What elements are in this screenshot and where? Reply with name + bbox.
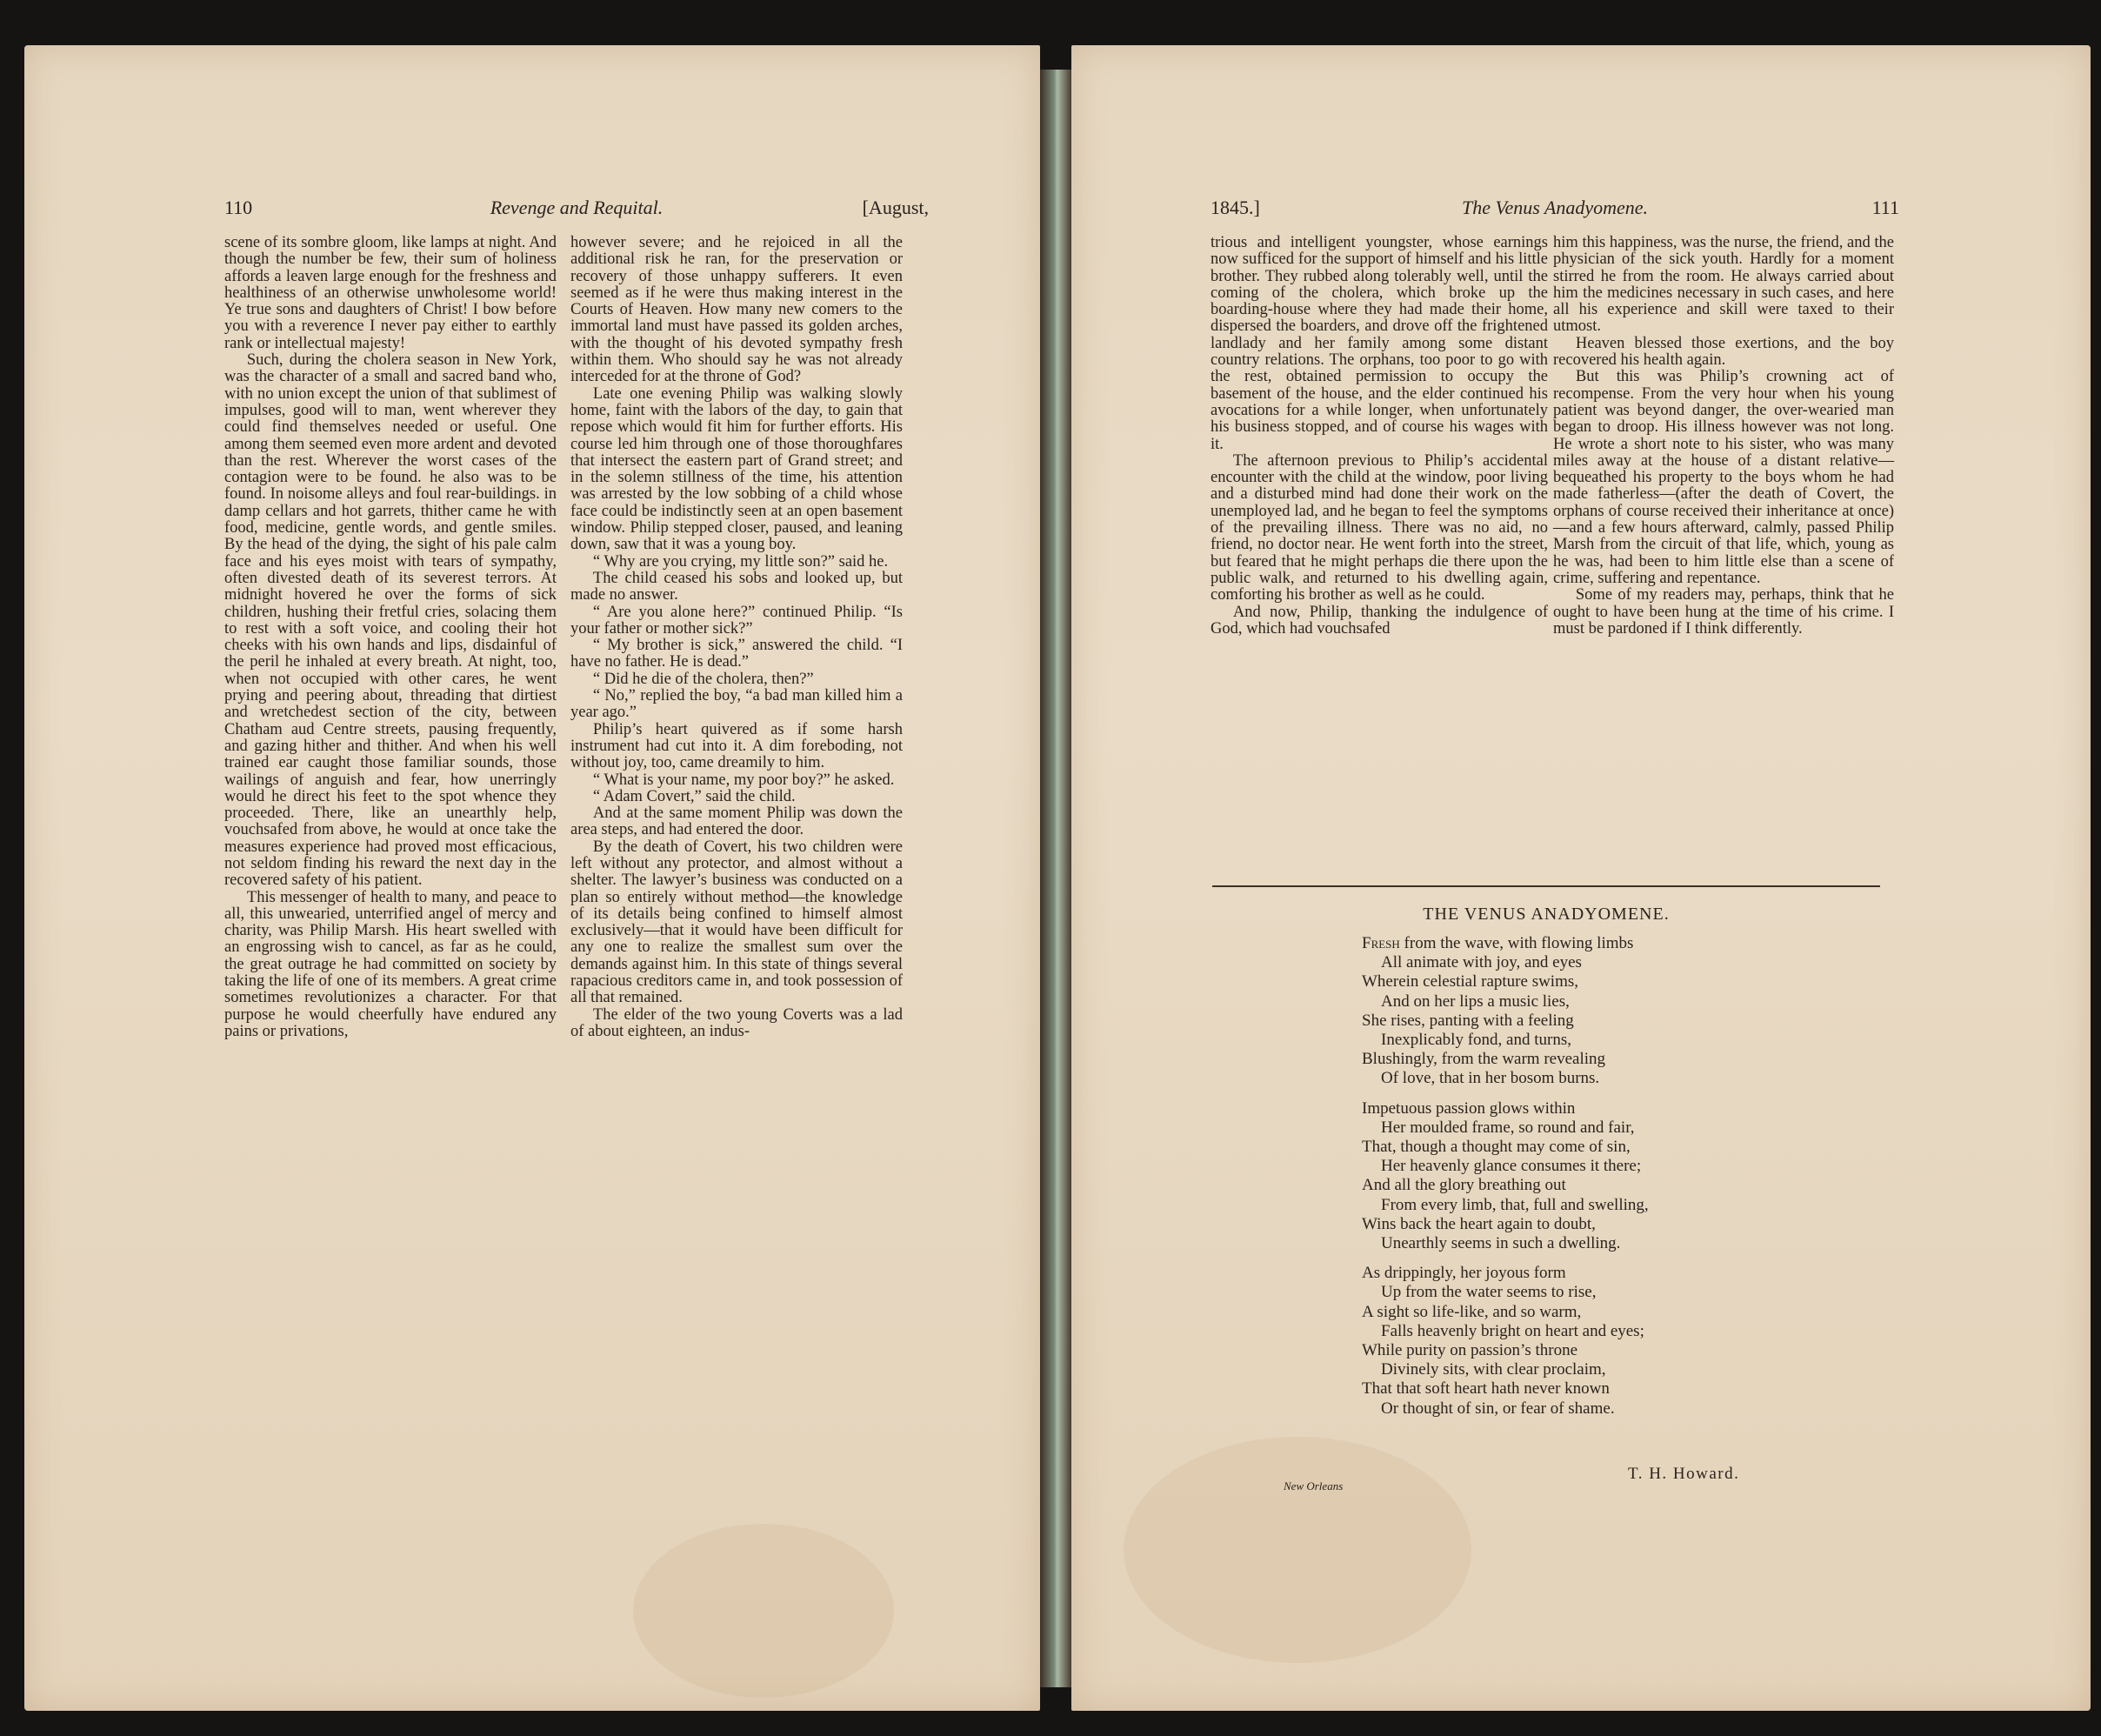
poem-line-text: A sight so life-like, and so warm, bbox=[1362, 1302, 1582, 1321]
paragraph: “ No,” replied the boy, “a bad man killed him a year ago.” bbox=[570, 687, 903, 722]
poem-line bbox=[1362, 1050, 1649, 1069]
poem-line bbox=[1362, 953, 1649, 972]
poem-line-text: Her moulded frame, so round and fair, bbox=[1381, 1118, 1635, 1137]
poem-line bbox=[1362, 1176, 1649, 1195]
poem-line bbox=[1362, 1303, 1649, 1322]
running-title: The Venus Anadyomene. bbox=[1461, 197, 1649, 218]
poem-line bbox=[1362, 992, 1649, 1012]
poem-line-text: That that soft heart hath never known bbox=[1362, 1379, 1610, 1399]
section-divider bbox=[1212, 885, 1880, 887]
poem-line bbox=[1362, 1012, 1649, 1031]
paragraph: “ Did he die of the cholera, then?” bbox=[592, 670, 814, 688]
right-page-column-2 bbox=[1553, 235, 1894, 638]
poem-line-text: Her heavenly glance consumes it there; bbox=[1381, 1157, 1642, 1176]
poem-line-text: All animate with joy, and eyes bbox=[1381, 953, 1582, 972]
poem-line bbox=[1362, 1360, 1649, 1379]
poem-line bbox=[1362, 1118, 1649, 1138]
paragraph: The elder of the two young Coverts was a lad of about eighteen, an indus- bbox=[570, 1005, 903, 1040]
poem-line-text: Unearthly seems in such a dwelling. bbox=[1381, 1234, 1621, 1253]
paragraph: By the death of Covert, his two children were left without any protector, and almost without a shelter. The lawyer’s business was conducted on a plan so entirely without method—the knowledge of its details being confined to himself almost exclusively—that it would have been difficult for any one to realize the smallest sum over the demands against him. In this state of things several rapacious creditors came in, and took possession of all that remained. bbox=[570, 838, 903, 1007]
poem-line bbox=[1362, 934, 1649, 953]
poem-body bbox=[1362, 934, 1649, 1429]
poem-stanza bbox=[1362, 1099, 1649, 1254]
poem-line-text: That, though a thought may come of sin, bbox=[1362, 1138, 1631, 1157]
paragraph: This messenger of health to many, and peace to all, this unwearied, unterrified angel of mercy and charity, was Philip Marsh. His heart swelled with an engrossing wish to cancel, as far as he could, the great outrage he had committed on society by taking the life of one of its members. A great crime sometimes revolutionizes a character. For that purpose he would cheerfully have endured any pains or privations, bbox=[224, 888, 557, 1040]
paragraph: The afternoon previous to Philip’s accidental encounter with the child at the window, poor living and a disturbed mind had done their work on the unemployed lad, and he began to feel the symptoms of the prevailing illness. There was no aid, no friend, no doctor near. He went forth into the street, but feared that he might perhaps die there upon the public walk, and returned to his dwelling again, comforting his brother as well as he could. bbox=[1211, 451, 1548, 604]
paper-stain bbox=[1124, 1437, 1471, 1663]
poem-line bbox=[1362, 1234, 1649, 1253]
poem-line-text: And on her lips a music lies, bbox=[1381, 992, 1570, 1011]
poem-line-text: Falls heavenly bright on heart and eyes; bbox=[1381, 1321, 1644, 1340]
poem-stanza bbox=[1362, 934, 1649, 1089]
poem-line bbox=[1362, 1264, 1649, 1283]
poem-author: T. H. Howard. bbox=[1628, 1465, 1740, 1483]
paragraph: Such, during the cholera season in New York, was the character of a small and sacred band who, with no union except the union of that sublimest of impulses, good will to man, went wherever they could find themselves needed or useful. One among them seemed even more ardent and devoted than the rest. Wherever the worst cases of the contagion were to be found. he also was to be found. In noisome alleys and foul rear-buildings. in damp cellars and hot garrets, thither came he with food, medicine, gentle words, and gentle smiles. By the head of the dying, the sight of his pale calm face and his eyes moist with tears of sympathy, often divested death of its severest terrors. At midnight hovered he over the forms of sick children, hushing their fretful cries, solacing them to rest with a soft voice, and cooling their hot cheeks with his own hands and lips, disdainful of the peril he inhaled at every breath. At night, too, when not occupied with other cares, he went prying and peering about, threading that dirtiest and wretchedest section of the city, between Chatham aud Centre streets, pausing frequently, and gazing hither and thither. And when his well trained ear caught those familiar sounds, those wailings of anguish and fear, how unerringly would he direct his feet to the spot whence they proceeded. There, like an unearthly help, vouchsafed from above, he would at once take the measures experience had proved most efficacious, not seldom finding his reward the next day in the recovered safety of his patient. bbox=[224, 351, 557, 890]
paragraph: “ Why are you crying, my little son?” said he. bbox=[592, 552, 889, 571]
poem-line-text: from the wave, with flowing limbs bbox=[1399, 934, 1634, 952]
poem-line bbox=[1362, 1138, 1649, 1157]
paragraph: Late one evening Philip was walking slowly home, faint with the labors of the day, to gain that repose which would fit him for further efforts. His course led him through one of those thoroughfares that intersect the eastern part of Grand street; and in the solemn stillness of the time, his attention was arrested by the low sobbing of a child whose face could be indistinctly seen at an open basement window. Philip stepped closer, paused, and leaning down, saw that it was a young boy. bbox=[570, 384, 903, 554]
right-page-header bbox=[1211, 197, 1899, 221]
left-page-column-1 bbox=[224, 235, 557, 1040]
paragraph: But this was Philip’s crowning act of recompense. From the very hour when his young patient was beyond danger, the over-wearied man began to droop. His illness however was not long. He wrote a short note to his sister, who was many miles away at the house of a distant relative—bequeathed his property to the boys whom he had made fatherless—(after the death of Covert, the orphans of course received their inheritance at once)—and a few hours afterward, calmly, passed Philip Marsh from the circuit of that life, which, young as he was, had been to him little else than a scene of crime, suffering and repentance. bbox=[1553, 368, 1894, 587]
poem-line bbox=[1362, 1283, 1649, 1302]
left-page-column-2 bbox=[570, 235, 903, 1040]
paragraph: “ Are you alone here?” continued Philip. “Is your father or mother sick?” bbox=[570, 603, 903, 638]
page-number: 111 bbox=[1871, 197, 1899, 218]
issue-date: [August, bbox=[862, 197, 929, 218]
poem-line bbox=[1362, 1215, 1649, 1234]
poem-line-text: Of love, that in her bosom burns. bbox=[1381, 1069, 1600, 1088]
poem-first-word: Fresh bbox=[1362, 934, 1400, 952]
poem-line bbox=[1362, 1379, 1649, 1399]
poem-line-text: Wins back the heart again to doubt, bbox=[1362, 1214, 1596, 1233]
issue-date: 1845.] bbox=[1211, 197, 1260, 218]
paper-stain bbox=[633, 1524, 894, 1698]
poem-line-text: Wherein celestial rapture swims, bbox=[1362, 972, 1579, 992]
paragraph: trious and intelligent youngster, whose earnings now sufficed for the support of himself and his little brother. They rubbed along tolerably well, until the coming of the cholera, which broke up the boarding-house where they had made their home, dispersed the boarders, and drove off the frightened landlady and her family among some distant country relations. The orphans, too poor to go with the rest, obtained permission to occupy the basement of the house, and the elder continued his avocations for a while longer, when unfortunately his business stopped, and of course his wages with it. bbox=[1211, 234, 1548, 453]
poem-line-text: Inexplicably fond, and turns, bbox=[1381, 1031, 1571, 1050]
poem-line bbox=[1362, 1322, 1649, 1341]
paragraph: Some of my readers may, perhaps, think that he ought to have been hung at the time of his crime. I must be pardoned if I think differently. bbox=[1553, 586, 1894, 638]
paragraph: him this happiness, was the nurse, the friend, and the physician of the sick youth. Hardly for a moment stirred he from the room. He always carried about him the medicines necessary in such cases, and here all his experience and skill were taxed to their utmost. bbox=[1553, 234, 1894, 336]
paragraph: “ Adam Covert,” said the child. bbox=[592, 787, 796, 805]
poem-line-text: Blushingly, from the warm revealing bbox=[1362, 1050, 1606, 1069]
poem-line-text: Impetuous passion glows within bbox=[1362, 1098, 1576, 1118]
paragraph: And now, Philip, thanking the indulgence of God, which had vouchsafed bbox=[1211, 603, 1548, 638]
paragraph: however severe; and he rejoiced in all the additional risk he ran, for the preservation or recovery of those unhappy sufferers. It even seemed as if he were thus making interest in the Courts of Heaven. How many new comers to the immortal land must have passed its golden arches, with the thought of his devoted sympathy fresh within them. Who should say he was not already interceded for at the throne of God? bbox=[570, 234, 903, 386]
right-page-column-1 bbox=[1211, 235, 1548, 638]
poem-line-text: Or thought of sin, or fear of shame. bbox=[1381, 1399, 1615, 1418]
poem-line-text: While purity on passion’s throne bbox=[1362, 1341, 1578, 1360]
left-page-header bbox=[224, 197, 929, 221]
running-title: Revenge and Requital. bbox=[490, 197, 664, 218]
poem-line-text: And all the glory breathing out bbox=[1362, 1176, 1566, 1195]
paragraph: Philip’s heart quivered as if some harsh instrument had cut into it. A dim foreboding, not without joy, too, came dreamily to him. bbox=[570, 720, 903, 772]
poem-line bbox=[1362, 972, 1649, 992]
poem-line bbox=[1362, 1157, 1649, 1176]
poem-stanza bbox=[1362, 1264, 1649, 1419]
poem-title: THE VENUS ANADYOMENE. bbox=[1423, 905, 1670, 924]
poem-line bbox=[1362, 1196, 1649, 1215]
paragraph: The child ceased his sobs and looked up, but made no answer. bbox=[570, 569, 903, 604]
poem-line bbox=[1362, 1099, 1649, 1118]
poem-line bbox=[1362, 1399, 1649, 1419]
poem-line-text: She rises, panting with a feeling bbox=[1362, 1011, 1574, 1030]
poem-line-text: Divinely sits, with clear proclaim, bbox=[1381, 1360, 1606, 1379]
paragraph: Heaven blessed those exertions, and the boy recovered his health again. bbox=[1553, 334, 1894, 370]
poem-line bbox=[1362, 1069, 1649, 1088]
paragraph: scene of its sombre gloom, like lamps at night. And though the number be few, their sum of holiness affords a leaven large enough for the freshness and healthiness of an otherwise unwholesome world! Ye true sons and daughters of Christ! I bow before you with a reverence I never pay either to earthly rank or intellectual majesty! bbox=[224, 234, 557, 352]
poem-line bbox=[1362, 1031, 1649, 1050]
paragraph: And at the same moment Philip was down the area steps, and had entered the door. bbox=[570, 805, 903, 839]
paragraph: “ My brother is sick,” answered the child. “I have no father. He is dead.” bbox=[570, 637, 903, 671]
poem-line-text: From every limb, that, full and swelling, bbox=[1381, 1195, 1649, 1214]
page-number: 110 bbox=[224, 197, 253, 218]
paragraph: “ What is your name, my poor boy?” he asked. bbox=[592, 771, 895, 789]
poem-line-text: Up from the water seems to rise, bbox=[1381, 1283, 1597, 1302]
poem-place: New Orleans bbox=[1284, 1479, 1344, 1492]
book-gutter bbox=[1040, 70, 1071, 1687]
poem-line-text: As drippingly, her joyous form bbox=[1362, 1264, 1566, 1283]
poem-line bbox=[1362, 1341, 1649, 1360]
